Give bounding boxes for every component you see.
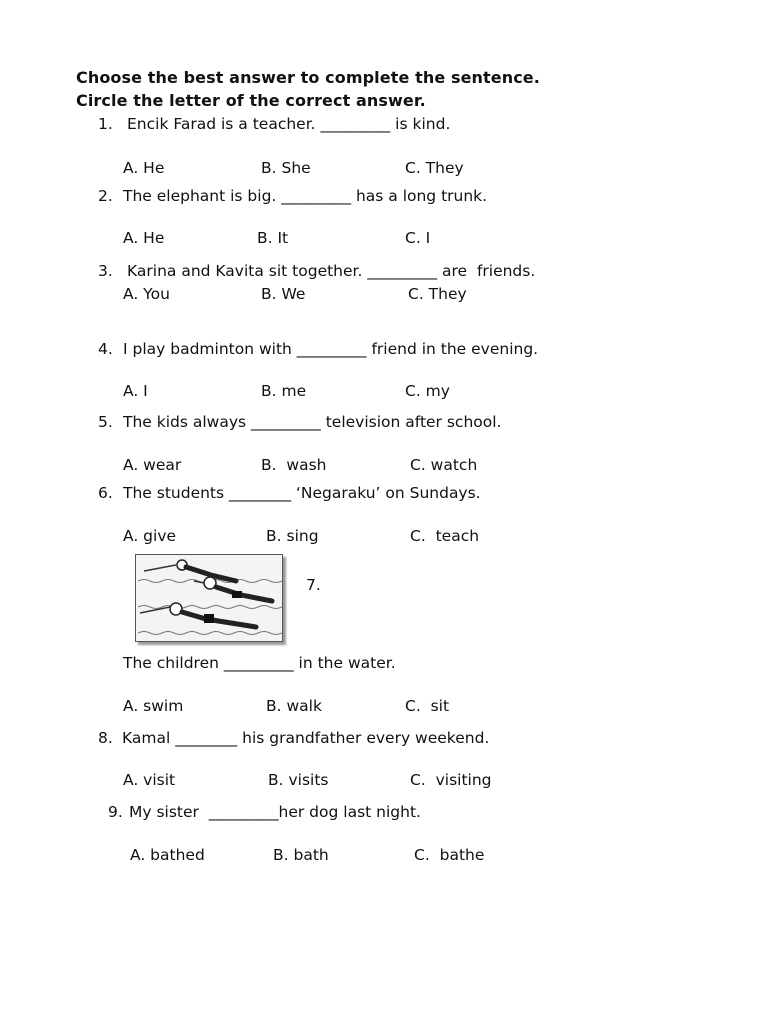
question-6-option-a[interactable]: A. give [123, 527, 177, 545]
question-2-number: 2. [98, 187, 113, 205]
question-1-number: 1. [98, 115, 113, 133]
instruction-line-1: Choose the best answer to complete the sentence. [76, 68, 540, 87]
question-1-text: Encik Farad is a teacher. _________ is kind. [127, 115, 451, 133]
question-2-option-b[interactable]: B. It [257, 229, 289, 247]
question-8-option-a[interactable]: A. visit [123, 771, 176, 789]
question-3-text: Karina and Kavita sit together. _________ are friends. [127, 262, 536, 280]
question-3-option-a[interactable]: A. You [123, 285, 170, 303]
instruction-line-2: Circle the letter of the correct answer. [76, 91, 426, 110]
question-7-option-a[interactable]: A. swim [123, 697, 184, 715]
question-7-number: 7. [306, 576, 321, 594]
question-7-option-b[interactable]: B. walk [266, 697, 322, 715]
question-7-text: The children _________ in the water. [123, 654, 396, 672]
question-4-number: 4. [98, 340, 113, 358]
question-4-option-a[interactable]: A. I [123, 382, 148, 400]
question-2-option-a[interactable]: A. He [123, 229, 165, 247]
question-8-option-b[interactable]: B. visits [268, 771, 329, 789]
question-3-option-c[interactable]: C. They [408, 285, 467, 303]
question-6-text: The students ________ ‘Negaraku’ on Sundays. [123, 484, 481, 502]
question-5-text: The kids always _________ television after school. [123, 413, 502, 431]
question-6-option-b[interactable]: B. sing [266, 527, 319, 545]
question-6-option-c[interactable]: C. teach [410, 527, 480, 545]
question-5-option-a[interactable]: A. wear [123, 456, 182, 474]
question-5-number: 5. [98, 413, 113, 431]
question-4-option-c[interactable]: C. my [405, 382, 450, 400]
question-9-option-a[interactable]: A. bathed [130, 846, 205, 864]
question-2-text: The elephant is big. _________ has a long trunk. [123, 187, 488, 205]
question-2-option-c[interactable]: C. I [405, 229, 431, 247]
question-8-text: Kamal ________ his grandfather every weekend. [122, 729, 490, 747]
question-3-number: 3. [98, 262, 113, 280]
question-5-option-b[interactable]: B. wash [261, 456, 327, 474]
question-4-text: I play badminton with _________ friend in the evening. [123, 340, 539, 358]
swimming-children-icon [135, 554, 283, 642]
question-9-number: 9. [108, 803, 123, 821]
question-1-option-a[interactable]: A. He [123, 159, 165, 177]
question-1-option-b[interactable]: B. She [261, 159, 311, 177]
question-9-text: My sister _________her dog last night. [129, 803, 421, 821]
question-8-option-c[interactable]: C. visiting [410, 771, 492, 789]
question-9-option-c[interactable]: C. bathe [414, 846, 485, 864]
question-3-option-b[interactable]: B. We [261, 285, 306, 303]
question-9-option-b[interactable]: B. bath [273, 846, 329, 864]
question-7-option-c[interactable]: C. sit [405, 697, 450, 715]
question-5-option-c[interactable]: C. watch [410, 456, 478, 474]
question-8-number: 8. [98, 729, 113, 747]
question-6-number: 6. [98, 484, 113, 502]
question-1-option-c[interactable]: C. They [405, 159, 464, 177]
question-4-option-b[interactable]: B. me [261, 382, 307, 400]
